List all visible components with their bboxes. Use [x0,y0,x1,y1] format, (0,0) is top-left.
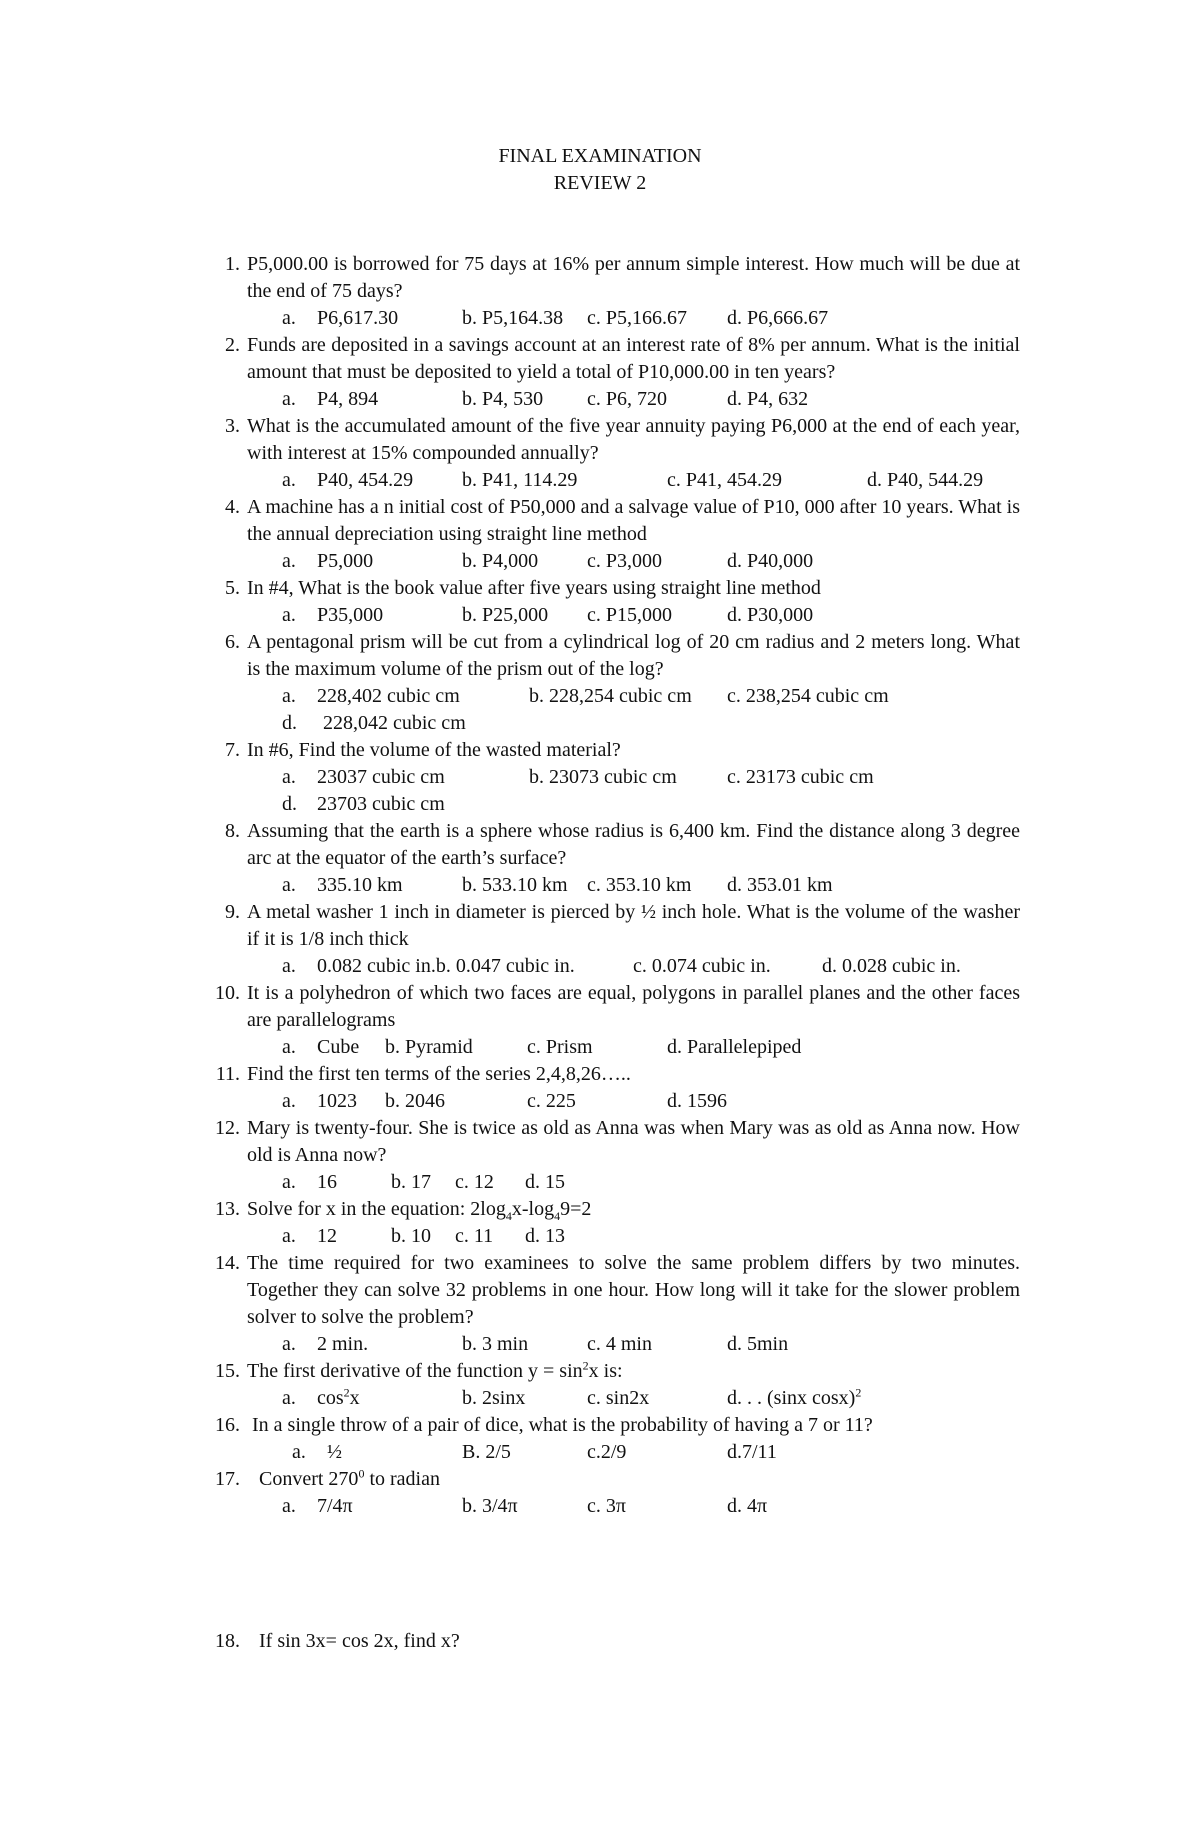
option-a: 2 min. [317,1333,369,1355]
question-number: 15. [215,1360,240,1382]
question-1 [200,251,1020,332]
question-number: 1. [225,253,240,275]
option-c: c. P3,000 [587,550,662,572]
option-b: b. 228,254 cubic cm [529,685,692,707]
question-text: In a single throw of a pair of dice, what is the probability of having a 7 or 11? [252,1414,873,1436]
option-c: c. 4 min [587,1333,652,1355]
option-c: c. 3π [587,1495,626,1517]
option-d-part: d. . . (sinx cosx) [727,1387,856,1409]
spacer [200,1520,1020,1628]
equation-part: 9=2 [560,1198,592,1220]
answer-options [247,467,1020,494]
question-10 [200,980,1020,1061]
question-number: 6. [225,631,240,653]
option-d-label: d. [282,793,297,815]
option-a: 1023 [317,1090,357,1112]
option-a-label: a. [282,1036,296,1058]
question-text-part: to radian [364,1468,440,1490]
answer-options [247,1034,1020,1061]
question-8 [200,818,1020,899]
option-b: b. 3/4π [462,1495,518,1517]
question-text-part: Convert 270 [259,1468,359,1490]
question-number: 7. [225,739,240,761]
question-5 [200,575,1020,629]
question-text: In #4, What is the book value after five years using straight line method [247,577,821,599]
option-ab: 0.082 cubic in.b. 0.047 cubic in. [317,955,575,977]
answer-options [247,872,1020,899]
question-text: A pentagonal prism will be cut from a cylindrical log of 20 cm radius and 2 meters long. What is the maximum volume of the prism out of the log? [247,631,1020,680]
question-number: 9. [225,901,240,923]
option-d: d. 5min [727,1333,789,1355]
option-d: d. P30,000 [727,604,814,626]
option-b: b. P5,164.38 [462,307,564,329]
option-d: d. P6,666.67 [727,307,829,329]
option-a: 23037 cubic cm [317,766,445,788]
option-d: d. 353.01 km [727,874,833,896]
log-base: 4 [554,1209,561,1223]
question-13 [200,1196,1020,1250]
option-b: b. 533.10 km [462,874,568,896]
question-number: 2. [225,334,240,356]
option-d [727,1385,861,1412]
option-c: c. 238,254 cubic cm [727,685,889,707]
option-b: b. 3 min [462,1333,529,1355]
option-c: c. 225 [527,1090,576,1112]
option-b: b. 2sinx [462,1387,526,1409]
option-a-label: a. [282,874,296,896]
question-text: Find the first ten terms of the series 2,4,8,26….. [247,1063,631,1085]
question-number: 17. [215,1468,240,1490]
question-17 [200,1466,1020,1520]
option-a-label: a. [282,1333,296,1355]
answer-options [247,1439,1020,1466]
question-number: 11. [215,1063,240,1085]
question-text: What is the accumulated amount of the five year annuity paying P6,000 at the end of each year, with interest at 15% compounded annually? [247,415,1020,464]
question-text: A metal washer 1 inch in diameter is pierced by ½ inch hole. What is the volume of the washer if it is 1/8 inch thick [247,901,1020,950]
option-a: P35,000 [317,604,384,626]
question-number: 10. [215,982,240,1004]
option-c: c. sin2x [587,1387,650,1409]
question-7 [200,737,1020,818]
equation-part: Solve for x in the equation: 2log [247,1198,506,1220]
option-c: c. P15,000 [587,604,672,626]
option-a: P6,617.30 [317,307,399,329]
question-11 [200,1061,1020,1115]
question-number: 18. [215,1630,240,1652]
option-d: d. P40,000 [727,550,814,572]
question-text [247,1466,1020,1493]
answer-options [247,764,1020,791]
question-number: 12. [215,1117,240,1139]
option-a-label: a. [282,685,296,707]
answer-options [247,1088,1020,1115]
question-text: It is a polyhedron of which two faces are equal, polygons in parallel planes and the other faces are parallelograms [247,982,1020,1031]
option-c: c. Prism [527,1036,593,1058]
question-14 [200,1250,1020,1358]
option-b: b. 23073 cubic cm [529,766,677,788]
option-c: c. 11 [455,1225,494,1247]
question-number: 3. [225,415,240,437]
option-a-label: a. [282,307,296,329]
option-c: c. 23173 cubic cm [727,766,874,788]
option-b: B. 2/5 [462,1441,511,1463]
option-a-label: a. [282,766,296,788]
option-a: ½ [327,1441,342,1463]
answer-options [247,1493,1020,1520]
question-number: 14. [215,1252,240,1274]
answer-options [247,1385,1020,1412]
option-b: b. 17 [391,1171,431,1193]
option-a-label: a. [282,955,296,977]
question-15 [200,1358,1020,1412]
question-text [247,1196,1020,1223]
page-title: FINAL EXAMINATION [498,145,702,167]
exponent: 2 [855,1385,862,1400]
option-c: c. 353.10 km [587,874,692,896]
answer-options-2 [247,791,1020,818]
option-b: b. Pyramid [385,1036,473,1058]
option-b: b. 10 [391,1225,431,1247]
answer-options [247,953,1020,980]
equation-part: x-log [511,1198,555,1220]
option-a: 335.10 km [317,874,403,896]
question-number: 13. [215,1198,240,1220]
question-text: The time required for two examinees to solve the same problem differs by two minutes. Together they can solve 32 problems in one hour. How long will it take for the slower problem solver to solve the problem? [247,1252,1020,1328]
option-a: P40, 454.29 [317,469,414,491]
answer-options [247,1223,1020,1250]
answer-options [247,548,1020,575]
question-12 [200,1115,1020,1196]
question-text: Mary is twenty-four. She is twice as old as Anna was when Mary was as old as Anna now. How old is Anna now? [247,1117,1020,1166]
answer-options [247,1331,1020,1358]
question-number: 16. [215,1414,240,1436]
question-4 [200,494,1020,575]
question-6 [200,629,1020,737]
option-a-label: a. [282,604,296,626]
option-d: d. P40, 544.29 [867,469,984,491]
question-text: A machine has a n initial cost of P50,000 and a salvage value of P10, 000 after 10 years. What is the annual depreciation using straight line method [247,496,1020,545]
option-a-label: a. [282,1225,296,1247]
option-a-label: a. [282,550,296,572]
question-18 [200,1628,1020,1655]
answer-options [247,602,1020,629]
answer-options [247,386,1020,413]
option-c: c. 12 [455,1171,494,1193]
option-a-part: cos [317,1387,344,1409]
answer-options-2 [247,710,1020,737]
option-a-label: a. [292,1441,306,1463]
option-d: d. 4π [727,1495,768,1517]
option-c: c. 0.074 cubic in. [633,955,771,977]
question-3 [200,413,1020,494]
option-d: d. Parallelepiped [667,1036,802,1058]
option-d: 228,042 cubic cm [323,712,466,734]
question-text: If sin 3x= cos 2x, find x? [259,1630,460,1652]
option-a: 228,402 cubic cm [317,685,460,707]
question-number: 4. [225,496,240,518]
option-c: c.2/9 [587,1441,627,1463]
question-text: Funds are deposited in a savings account at an interest rate of 8% per annum. What is the initial amount that must be deposited to yield a total of P10,000.00 in ten years? [247,334,1020,383]
option-a-label: a. [282,1171,296,1193]
option-a: P5,000 [317,550,374,572]
option-a: 12 [317,1225,337,1247]
option-a-label: a. [282,1387,296,1409]
page-subtitle: REVIEW 2 [553,172,647,194]
log-base: 4 [505,1209,512,1223]
option-b: b. 2046 [385,1090,445,1112]
option-a-part: x [349,1387,360,1409]
question-text-part: x is: [588,1360,623,1382]
option-d: d.7/11 [727,1441,777,1463]
answer-options [247,683,1020,710]
question-text-part: The first derivative of the function y = sin [247,1360,583,1382]
exponent: 2 [582,1358,589,1373]
option-d-label: d. [282,712,297,734]
option-b: b. P4,000 [462,550,539,572]
option-c: c. P5,166.67 [587,307,687,329]
question-text: In #6, Find the volume of the wasted material? [247,739,621,761]
option-d: d. 13 [525,1225,565,1247]
option-b: b. P25,000 [462,604,549,626]
option-a [317,1385,360,1412]
option-d: d. 15 [525,1171,565,1193]
question-text: P5,000.00 is borrowed for 75 days at 16% per annum simple interest. How much will be due at the end of 75 days? [247,253,1020,302]
option-a-label: a. [282,1090,296,1112]
question-9 [200,899,1020,980]
question-text: Assuming that the earth is a sphere whose radius is 6,400 km. Find the distance along 3 degree arc at the equator of the earth’s surface? [247,820,1020,869]
option-a-label: a. [282,1495,296,1517]
option-d: d. P4, 632 [727,388,809,410]
option-c: c. P6, 720 [587,388,667,410]
question-list [200,251,1020,1655]
degree-mark: 0 [358,1466,365,1481]
question-16 [200,1412,1020,1466]
exponent: 2 [343,1385,350,1400]
option-a: 7/4π [317,1495,353,1517]
option-b: b. P4, 530 [462,388,544,410]
option-a-label: a. [282,388,296,410]
option-a: 16 [317,1171,337,1193]
option-a: P4, 894 [317,388,379,410]
option-b: b. P41, 114.29 [462,469,578,491]
question-number: 5. [225,577,240,599]
option-d: d. 1596 [667,1090,727,1112]
option-d: d. 0.028 cubic in. [822,955,961,977]
option-c: c. P41, 454.29 [667,469,782,491]
answer-options [247,305,1020,332]
answer-options [247,1169,1020,1196]
question-text [247,1358,1020,1385]
question-2 [200,332,1020,413]
question-number: 8. [225,820,240,842]
option-d: 23703 cubic cm [317,793,445,815]
option-a-label: a. [282,469,296,491]
option-a: Cube [317,1036,360,1058]
